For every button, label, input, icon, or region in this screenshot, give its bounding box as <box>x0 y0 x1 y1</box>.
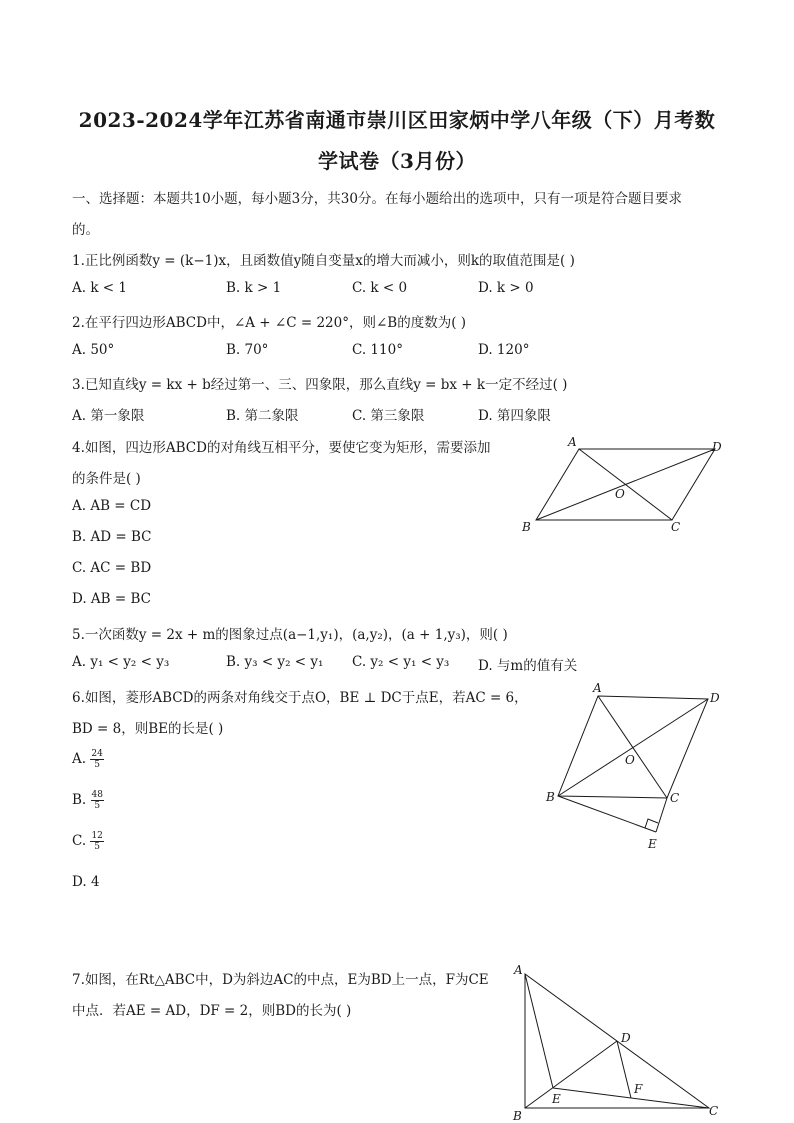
midpoint-label-f: F <box>634 1082 643 1096</box>
question-5-stem: 5.一次函数y = 2x + m的图象过点(a−1,y₁)，(a,y₂)，(a + 1,y₃)，则( ) <box>72 627 508 643</box>
right-angle-mark <box>645 819 658 828</box>
question-2-stem: 2.在平行四边形ABCD中，∠A + ∠C = 220°，则∠B的度数为( ) <box>72 315 467 331</box>
question-6-stem-line2: BD = 8，则BE的长是( ) <box>72 721 224 737</box>
vertex-label-a: A <box>593 681 602 695</box>
question-6-option-d-value: 4 <box>90 874 100 890</box>
question-4-option-d[interactable]: D. AB = BC <box>72 591 151 607</box>
question-3-option-b[interactable]: B. 第二象限 <box>226 408 299 424</box>
question-1-option-b[interactable]: B. k > 1 <box>226 280 282 296</box>
question-5-option-b[interactable]: B. y₃ < y₂ < y₁ <box>226 654 324 670</box>
vertex-label-a: A <box>568 435 577 449</box>
paper-title-line2: 学试卷（3月份） <box>318 149 476 173</box>
question-4-option-b[interactable]: B. AD = BC <box>72 529 152 545</box>
question-6-option-d[interactable] <box>72 874 100 890</box>
question-6-option-b[interactable] <box>72 790 104 811</box>
center-label-o: O <box>615 487 625 501</box>
question-1-option-d[interactable]: D. k > 0 <box>478 280 534 296</box>
question-2-option-d[interactable]: D. 120° <box>478 342 530 358</box>
question-5-option-c[interactable]: C. y₂ < y₁ < y₃ <box>352 654 450 670</box>
question-6-option-b-fraction: $\frac{48}{5}$ <box>91 790 103 811</box>
segment-bd <box>525 1041 617 1108</box>
question-2-option-b[interactable]: B. 70° <box>226 342 269 358</box>
question-7-figure-right-triangle <box>505 960 735 1120</box>
diagonal-bd <box>558 699 708 796</box>
question-2-option-c[interactable]: C. 110° <box>352 342 403 358</box>
question-6-option-a[interactable] <box>72 749 104 770</box>
question-6-figure-rhombus <box>530 680 730 860</box>
question-5-option-a[interactable]: A. y₁ < y₂ < y₃ <box>72 654 170 670</box>
section-instructions-line2: 的。 <box>72 222 99 238</box>
question-6-option-c[interactable] <box>72 831 104 852</box>
diagonal-ac <box>598 696 667 798</box>
question-4-figure-parallelogram <box>510 430 730 540</box>
question-7-stem-line1: 7.如图，在Rt△ABC中，D为斜边AC的中点，E为BD上一点，F为CE <box>72 972 489 988</box>
question-1-stem: 1.正比例函数y = (k−1)x，且函数值y随自变量x的增大而减小，则k的取值范围是( ) <box>72 253 575 269</box>
question-1-option-a[interactable]: A. k < 1 <box>72 280 127 296</box>
question-6-option-c-letter: C. <box>72 833 87 849</box>
vertex-label-a: A <box>514 963 523 977</box>
perpendicular-be <box>558 796 656 832</box>
vertex-label-d: D <box>712 440 722 454</box>
question-4-option-c[interactable]: C. AC = BD <box>72 560 152 576</box>
section-instructions-line1: 一、选择题：本题共10小题，每小题3分，共30分。在每小题给出的选项中，只有一项是符合题目要求 <box>72 191 682 207</box>
question-3-option-c[interactable]: C. 第三象限 <box>352 408 425 424</box>
question-6-option-d-letter: D. <box>72 874 87 890</box>
center-label-o: O <box>625 753 635 767</box>
foot-label-e: E <box>648 837 657 851</box>
vertex-label-d: D <box>710 691 720 705</box>
question-7-stem-line2: 中点．若AE = AD，DF = 2，则BD的长为( ) <box>72 1003 352 1019</box>
question-6-option-a-letter: A. <box>72 751 87 767</box>
point-label-e: E <box>552 1092 561 1106</box>
question-4-stem-line2: 的条件是( ) <box>72 471 141 487</box>
vertex-label-b: B <box>546 790 555 804</box>
question-2-option-a[interactable]: A. 50° <box>72 342 115 358</box>
question-4-stem-line1: 4.如图，四边形ABCD的对角线互相平分，要使它变为矩形，需要添加 <box>72 440 491 456</box>
question-6-option-b-letter: B. <box>72 792 87 808</box>
question-6-option-c-fraction: $\frac{12}{5}$ <box>91 831 103 852</box>
midpoint-label-d: D <box>621 1031 631 1045</box>
question-3-option-d[interactable]: D. 第四象限 <box>478 408 551 424</box>
vertex-label-b: B <box>513 1109 522 1120</box>
vertex-label-b: B <box>522 520 531 534</box>
vertex-label-c: C <box>670 791 680 805</box>
question-5-option-d[interactable]: D. 与m的值有关 <box>478 658 578 674</box>
question-6-stem-line1: 6.如图，菱形ABCD的两条对角线交于点O，BE ⊥ DC于点E，若AC = 6， <box>72 690 528 706</box>
paper-title-line1: 2023-2024学年江苏省南通市崇川区田家炳中学八年级（下）月考数 <box>78 108 716 132</box>
question-6-option-a-fraction: $\frac{24}{5}$ <box>91 749 103 770</box>
diagonal-bd <box>536 449 715 520</box>
extension-ce <box>656 798 667 832</box>
question-3-stem: 3.已知直线y = kx + b经过第一、三、四象限，那么直线y = bx + k一定不经过( ) <box>72 377 568 393</box>
question-4-option-a[interactable]: A. AB = CD <box>72 498 152 514</box>
vertex-label-c: C <box>709 1104 719 1118</box>
question-1-option-c[interactable]: C. k < 0 <box>352 280 408 296</box>
vertex-label-c: C <box>671 520 681 534</box>
question-3-option-a[interactable]: A. 第一象限 <box>72 408 145 424</box>
